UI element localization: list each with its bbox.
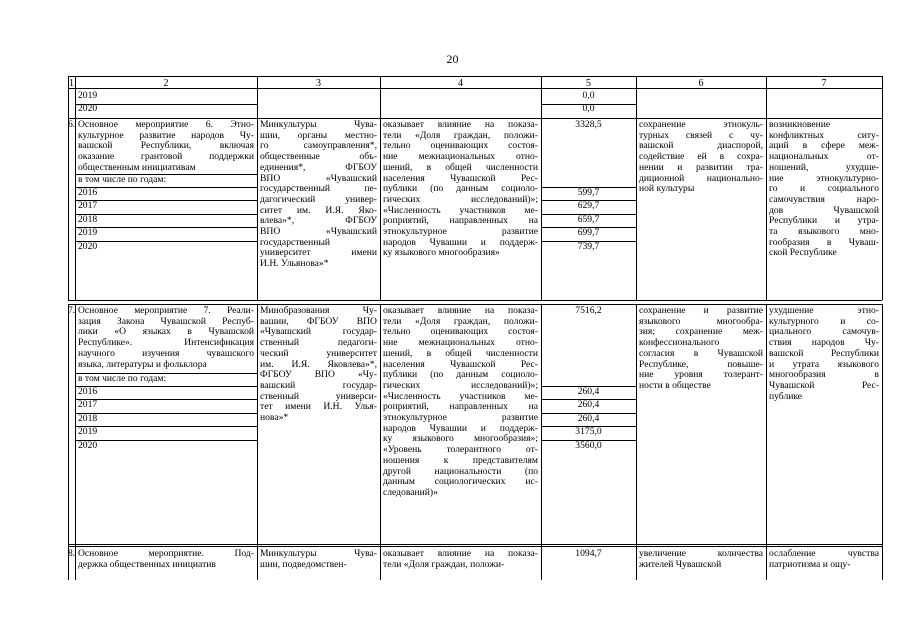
- expected-result-text: нении и развитии тра-: [639, 161, 763, 173]
- funding-total: 3328,5: [575, 119, 602, 130]
- table-rule: [75, 413, 257, 414]
- influence-text: тели «Доля граждан, положи-: [383, 129, 538, 141]
- year-label: 2020: [78, 439, 98, 451]
- expected-result-text: ности в обществе: [639, 379, 711, 391]
- table-rule: [541, 187, 636, 188]
- year-label: 2017: [78, 200, 98, 212]
- year-label: 2019: [78, 426, 98, 438]
- risk-text: самочувствия наро-: [769, 193, 879, 205]
- measure-title: Основное мероприятие 7. Реали-: [78, 305, 254, 316]
- funding-value: 739,7: [577, 240, 600, 252]
- executors-text: ственный универси-: [260, 390, 377, 402]
- executors-text: ческий университет: [260, 347, 377, 359]
- influence-text: «Численность участников ме-: [383, 390, 538, 402]
- year-label: 2018: [78, 213, 98, 225]
- influence-text: ку языкового многообразия»: [383, 247, 500, 259]
- executors-text: вашии, ФГБОУ ВПО: [260, 315, 377, 327]
- table-column-rule: [766, 304, 767, 580]
- table-column-rule: [68, 304, 69, 580]
- table-column-rule: [882, 76, 883, 300]
- col-header-measure: 2: [163, 78, 169, 89]
- funding-value: 659,7: [577, 213, 600, 225]
- risk-text: вашской Республики: [769, 347, 879, 359]
- measure-title: общественным инициативам: [78, 161, 196, 173]
- expected-result-text: сохранение и развитие: [639, 305, 763, 316]
- year-label: 2016: [78, 386, 98, 397]
- table-column-rule: [75, 76, 76, 300]
- risk-text: та языкового мно-: [769, 226, 879, 237]
- executors-text: го самоуправления*,: [260, 140, 377, 152]
- executors-text: общественные объ-: [260, 151, 377, 163]
- by-years-label: в том числе по годам:: [78, 373, 167, 385]
- table-rule: [75, 399, 257, 400]
- funding-value: 260,4: [577, 386, 600, 397]
- executors-text: Минобразования Чу-: [260, 305, 377, 316]
- expected-result-text: увеличение количества: [639, 548, 763, 559]
- table-rule: [75, 241, 257, 242]
- year-label: 2016: [78, 187, 98, 198]
- influence-text: данным социологических ис-: [383, 476, 538, 488]
- row-number: 8.: [68, 548, 76, 559]
- funding-total: 1094,7: [575, 548, 602, 559]
- funding-total: 7516,2: [575, 305, 602, 316]
- influence-text: другой национальности (по: [383, 465, 538, 477]
- executors-text: шии, подведомствен-: [260, 558, 347, 570]
- table-rule: [75, 373, 257, 374]
- risk-text: ношений, ухудше-: [769, 161, 879, 173]
- influence-text: оказывает влияние на показа-: [383, 305, 538, 316]
- executors-text: «Чувашский государ-: [260, 326, 377, 338]
- table-column-rule: [541, 76, 542, 300]
- table-rule: [68, 300, 882, 301]
- executors-text: Минкультуры Чува-: [260, 548, 377, 559]
- expected-result-text: ной культуры: [639, 183, 695, 195]
- table-rule: [75, 386, 257, 387]
- measure-title: лики «О языках в Чувашской: [78, 326, 254, 338]
- executors-text: университет имени: [260, 247, 377, 259]
- table-rule: [541, 413, 636, 414]
- influence-text: ношения к представителям: [383, 454, 538, 466]
- year-label: 2020: [78, 103, 98, 114]
- influence-text: тели «Доля граждан, положи-: [383, 558, 505, 570]
- executors-text: шии, органы местно-: [260, 129, 377, 141]
- influence-text: роприятий, направленных на: [383, 215, 538, 227]
- table-column-rule: [380, 76, 381, 300]
- table-column-rule: [257, 76, 258, 300]
- influence-text: гических исследований)»;: [383, 379, 538, 391]
- table-rule: [75, 187, 257, 188]
- influence-text: «Уровень толерантного от-: [383, 444, 538, 456]
- year-label: 2020: [78, 240, 98, 252]
- table-column-rule: [541, 304, 542, 580]
- executors-text: дагогический универ-: [260, 193, 377, 205]
- risk-text: и утрата языкового: [769, 358, 879, 370]
- executors-text: И.Н. Ульянова»*: [260, 258, 329, 270]
- influence-text: этнокультурное развитие: [383, 226, 538, 237]
- influence-text: народов Чувашии и поддерж-: [383, 236, 538, 248]
- risk-text: го и социального: [769, 183, 879, 195]
- table-rule: [541, 440, 636, 441]
- table-rule: [75, 426, 257, 427]
- col-header-funding: 5: [586, 78, 591, 89]
- measure-title: культурное развитие народов Чу-: [78, 129, 254, 141]
- table-rule: [68, 544, 882, 545]
- executors-text: нова»*: [260, 412, 289, 423]
- influence-text: следований)»: [383, 486, 438, 498]
- funding-value: 699,7: [577, 227, 600, 239]
- measure-title: зация Закона Чувашской Респуб-: [78, 315, 254, 327]
- expected-result-text: Республике, повыше-: [639, 358, 763, 370]
- executors-text: вашский государ-: [260, 379, 377, 391]
- row-number: 6.: [68, 119, 76, 130]
- influence-text: ку языкового многообразия»;: [383, 433, 538, 445]
- table-column-rule: [766, 76, 767, 300]
- year-label: 2017: [78, 399, 98, 411]
- risk-text: многообразия в: [769, 369, 879, 381]
- risk-text: ской Республике: [769, 247, 837, 259]
- by-years-label: в том числе по годам:: [78, 174, 167, 186]
- expected-result-text: жителей Чувашской: [639, 558, 722, 570]
- risk-text: Республики и утра-: [769, 215, 879, 227]
- risk-text: дов Чувашской: [769, 204, 879, 216]
- table-rule: [68, 76, 882, 77]
- year-label: 2019: [78, 90, 98, 101]
- table-rule: [541, 214, 636, 215]
- measure-title: держка общественных инициатив: [78, 558, 216, 570]
- table-column-rule: [636, 76, 637, 300]
- col-header-num: 1: [69, 78, 74, 89]
- funding-value: 260,4: [577, 412, 600, 424]
- expected-result-text: зия; сохранение меж-: [639, 326, 763, 338]
- table-rule: [541, 227, 636, 228]
- influence-text: этнокультурное развитие: [383, 412, 538, 423]
- funding-value: 3175,0: [575, 426, 602, 438]
- influence-text: шений, в общей численности: [383, 347, 538, 359]
- year-label: 2018: [78, 412, 98, 424]
- table-rule: [541, 241, 636, 242]
- table-column-rule: [380, 304, 381, 580]
- page-number: 20: [446, 52, 459, 66]
- executors-text: ВПО «Чувашский: [260, 226, 377, 237]
- influence-text: публики (по данным социоло-: [383, 183, 538, 195]
- executors-text: ВПО «Чувашский: [260, 172, 377, 184]
- measure-title: Основное мероприятие 6. Этно-: [78, 119, 254, 130]
- expected-result-text: ние уровня толерант-: [639, 369, 763, 381]
- col-header-influence: 4: [458, 78, 463, 89]
- measure-title: оказание грантовой поддержки: [78, 151, 254, 163]
- row-number: 7.: [68, 305, 76, 316]
- measure-title: Основное мероприятие. Под-: [78, 548, 254, 559]
- risk-text: национальных от-: [769, 151, 879, 163]
- table-rule: [541, 386, 636, 387]
- risk-text: гообразия в Чуваш-: [769, 236, 879, 248]
- year-label: 2019: [78, 227, 98, 239]
- risk-text: циального самочув-: [769, 326, 879, 338]
- col-header-risk: 7: [821, 78, 827, 89]
- col-header-executors: 3: [316, 78, 321, 89]
- influence-text: ние межнациональных отно-: [383, 337, 538, 349]
- risk-text: публике: [769, 390, 803, 402]
- influence-text: населения Чувашской Рес-: [383, 172, 538, 184]
- risk-text: ухудшение этно-: [769, 305, 879, 316]
- risk-text: ствия народов Чу-: [769, 337, 879, 349]
- influence-text: шений, в общей численности: [383, 161, 538, 173]
- risk-text: ние этнокультурно-: [769, 172, 879, 184]
- influence-text: тельно оценивающих состоя-: [383, 140, 538, 152]
- table-rule: [75, 214, 257, 215]
- influence-text: гических исследований)»;: [383, 193, 538, 205]
- influence-text: публики (по данным социоло-: [383, 369, 538, 381]
- table-rule: [75, 174, 257, 175]
- table-column-rule: [636, 304, 637, 580]
- executors-text: государственный пе-: [260, 183, 377, 195]
- risk-text: аций в сфере меж-: [769, 140, 879, 152]
- executors-text: ситет им. И.Я. Яко-: [260, 204, 377, 216]
- table-column-rule: [68, 76, 69, 300]
- measure-title: Республике». Интенсификация: [78, 337, 254, 349]
- measure-title: вашской Республики, включая: [78, 140, 254, 152]
- expected-result-text: сохранение этнокуль-: [639, 119, 763, 130]
- expected-result-text: согласия в Чувашской: [639, 347, 763, 359]
- executors-text: влева»*, ФГБОУ: [260, 215, 377, 227]
- influence-text: ние межнациональных отно-: [383, 151, 538, 163]
- funding-value: 599,7: [577, 187, 600, 198]
- risk-text: ослабление чувства: [769, 548, 879, 559]
- table-rule: [68, 88, 882, 89]
- expected-result-text: диционной национально-: [639, 172, 763, 184]
- table-column-rule: [257, 304, 258, 580]
- influence-text: оказывает влияние на показа-: [383, 548, 538, 559]
- influence-text: населения Чувашской Рес-: [383, 358, 538, 370]
- funding-value: 260,4: [577, 399, 600, 411]
- risk-text: конфликтных ситу-: [769, 129, 879, 141]
- col-header-result: 6: [698, 78, 704, 89]
- expected-result-text: турных связей с чу-: [639, 129, 763, 141]
- influence-text: тели «Доля граждан, положи-: [383, 315, 538, 327]
- table-rule: [541, 200, 636, 201]
- executors-text: Минкультуры Чува-: [260, 119, 377, 130]
- influence-text: оказывает влияние на показа-: [383, 119, 538, 130]
- influence-text: «Численность участников ме-: [383, 204, 538, 216]
- table-rule: [68, 546, 882, 547]
- table-column-rule: [75, 304, 76, 580]
- executors-text: ФГБОУ ВПО «Чу-: [260, 369, 377, 381]
- funding-value: 0,0: [582, 103, 595, 114]
- executors-text: единения*, ФГБОУ: [260, 161, 377, 173]
- executors-text: государственный: [260, 236, 331, 248]
- table-column-rule: [882, 304, 883, 580]
- influence-text: роприятий, направленных на: [383, 401, 538, 413]
- risk-text: Чувашской Рес-: [769, 379, 879, 391]
- measure-title: научного изучения чувашского: [78, 347, 254, 359]
- funding-value: 3560,0: [575, 439, 602, 451]
- expected-result-text: языкового многообра-: [639, 315, 763, 327]
- funding-value: 629,7: [577, 200, 600, 212]
- expected-result-text: содействие ей в сохра-: [639, 151, 763, 163]
- influence-text: тельно оценивающих состоя-: [383, 326, 538, 338]
- table-rule: [541, 426, 636, 427]
- measure-title: языка, литературы и фольклора: [78, 358, 207, 370]
- table-rule: [75, 200, 257, 201]
- table-rule: [75, 440, 257, 441]
- influence-text: народов Чувашии и поддерж-: [383, 422, 538, 434]
- executors-text: ственный педагоги-: [260, 337, 377, 349]
- table-rule: [75, 227, 257, 228]
- executors-text: тет имени И.Н. Улья-: [260, 401, 377, 413]
- table-rule: [541, 399, 636, 400]
- executors-text: им. И.Я. Яковлева»*,: [260, 358, 377, 370]
- risk-text: патриотизма и ощу-: [769, 558, 851, 570]
- table-rule: [75, 104, 257, 105]
- table-rule: [541, 104, 636, 105]
- expected-result-text: вашской диаспорой,: [639, 140, 763, 152]
- risk-text: культурного и со-: [769, 315, 879, 327]
- funding-value: 0,0: [582, 90, 595, 101]
- expected-result-text: конфессионального: [639, 337, 720, 349]
- risk-text: возникновение: [769, 119, 831, 130]
